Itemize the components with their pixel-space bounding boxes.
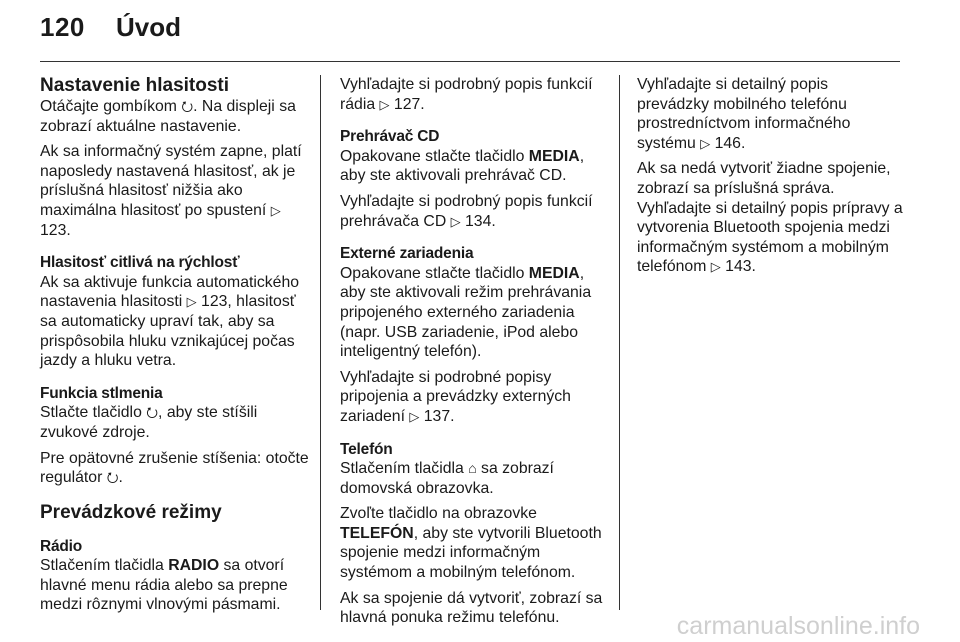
page-number: 120: [40, 12, 85, 42]
column-2: [340, 75, 606, 628]
paragraph: Vyhľadajte si podrobný popis funkcií prehrávača CD ▷ 134.: [340, 192, 593, 230]
media-button-label: MEDIA: [528, 147, 580, 165]
paragraph: Zvoľte tlačidlo na obrazovke TELEFÓN, aby ste vytvorili Bluetooth spojenie medzi informačným systémom a mobilným telefónom.: [340, 505, 602, 582]
page-ref[interactable]: 146: [714, 134, 741, 152]
paragraph: Ak sa informačný systém zapne, platí naposledy nastavená hlasitosť, ak je príslušná hlasitosť nižšia ako maximálna hlasitosť po spustení ▷ 123.: [40, 143, 302, 239]
paragraph: Opakovane stlačte tlačidlo MEDIA, aby ste aktivovali prehrávač CD.: [340, 147, 585, 185]
heading-cd-player: Prehrávač CD: [340, 128, 440, 146]
paragraph: Pre opätovné zrušenie stíšenia: otočte regulátor ⭮.: [40, 449, 309, 487]
heading-modes: Prevádzkové režimy: [40, 501, 222, 523]
paragraph: Vyhľadajte si podrobný popis funkcií rádia ▷ 127.: [340, 76, 593, 113]
heading-speed-volume: Hlasitosť citlivá na rýchlosť: [40, 254, 240, 272]
paragraph: Ak sa nedá vytvoriť žiadne spojenie, zobrazí sa príslušná správa.: [637, 160, 891, 197]
page-ref[interactable]: 137: [423, 407, 451, 425]
heading-phone: Telefón: [340, 440, 393, 458]
page-ref-arrow-icon: ▷: [700, 135, 711, 151]
heading-external-devices: Externé zariadenia: [340, 245, 474, 263]
page-ref[interactable]: 143: [725, 258, 752, 276]
page-ref-arrow-icon: ▷: [379, 96, 390, 112]
heading-mute: Funkcia stlmenia: [40, 384, 163, 402]
paragraph: Opakovane stlačte tlačidlo MEDIA, aby ste aktivovali režim prehrávania pripojeného externého zariadenia (napr. USB zariadenie, iPod alebo inteligentný telefón).: [340, 264, 592, 361]
heading-volume: Nastavenie hlasitosti: [40, 75, 230, 96]
column-divider-1: [320, 75, 321, 610]
page-ref[interactable]: 123: [40, 221, 67, 239]
column-divider-2: [619, 75, 620, 610]
media-button-label: MEDIA: [528, 264, 580, 282]
page-ref[interactable]: 127: [393, 95, 421, 113]
chapter-title: Úvod: [116, 12, 181, 42]
knob-icon: ⭮: [146, 404, 159, 421]
paragraph: Ak sa aktivuje funkcia automatického nastavenia hlasitosti ▷ 123, hlasitosť sa automaticky upraví tak, aby sa prispôsobila hluku vznikajúcej počas jazdy a hluku vetra.: [40, 273, 300, 370]
column-3: [637, 75, 903, 277]
paragraph: Vyhľadajte si detailný popis prípravy a vytvorenia Bluetooth spojenia medzi informačným systémom a mobilným telefónom ▷ 143.: [637, 199, 903, 276]
paragraph: Vyhľadajte si detailný popis prevádzky mobilného telefónu prostredníctvom informačného systému ▷ 146.: [637, 76, 851, 152]
page-ref-arrow-icon: ▷: [409, 408, 420, 424]
column-1: [40, 75, 312, 615]
page-ref[interactable]: 123: [201, 293, 228, 311]
paragraph: Otáčajte gombíkom ⭮. Na displeji sa zobrazí aktuálne nastavenie.: [40, 98, 296, 135]
page-ref-arrow-icon: ▷: [270, 202, 281, 218]
paragraph: Stlačte tlačidlo ⭮, aby ste stíšili zvukové zdroje.: [40, 404, 258, 441]
paragraph: Ak sa spojenie dá vytvoriť, zobrazí sa hlavná ponuka režimu telefónu.: [340, 589, 603, 627]
radio-button-label: RADIO: [168, 557, 220, 575]
page-ref[interactable]: 134: [465, 212, 492, 230]
watermark: carmanualsonline.info: [676, 612, 920, 640]
knob-icon: ⭮: [106, 469, 119, 486]
knob-icon: ⭮: [181, 98, 194, 114]
paragraph: Vyhľadajte si podrobné popisy pripojenia a prevádzky externých zariadení ▷ 137.: [340, 368, 571, 425]
page-ref-arrow-icon: ▷: [710, 259, 721, 275]
header-rule: [40, 61, 900, 62]
phone-button-label: TELEFÓN: [340, 524, 414, 542]
paragraph: Stlačením tlačidla ⌂ sa zobrazí domovská obrazovka.: [340, 460, 554, 497]
page-ref-arrow-icon: ▷: [186, 294, 197, 310]
home-icon: ⌂: [468, 460, 477, 477]
heading-radio: Rádio: [40, 537, 83, 555]
paragraph: Stlačením tlačidla RADIO sa otvorí hlavné menu rádia alebo sa prepne medzi rôznymi vlnovými pásmami.: [40, 557, 288, 614]
page-ref-arrow-icon: ▷: [450, 213, 461, 229]
